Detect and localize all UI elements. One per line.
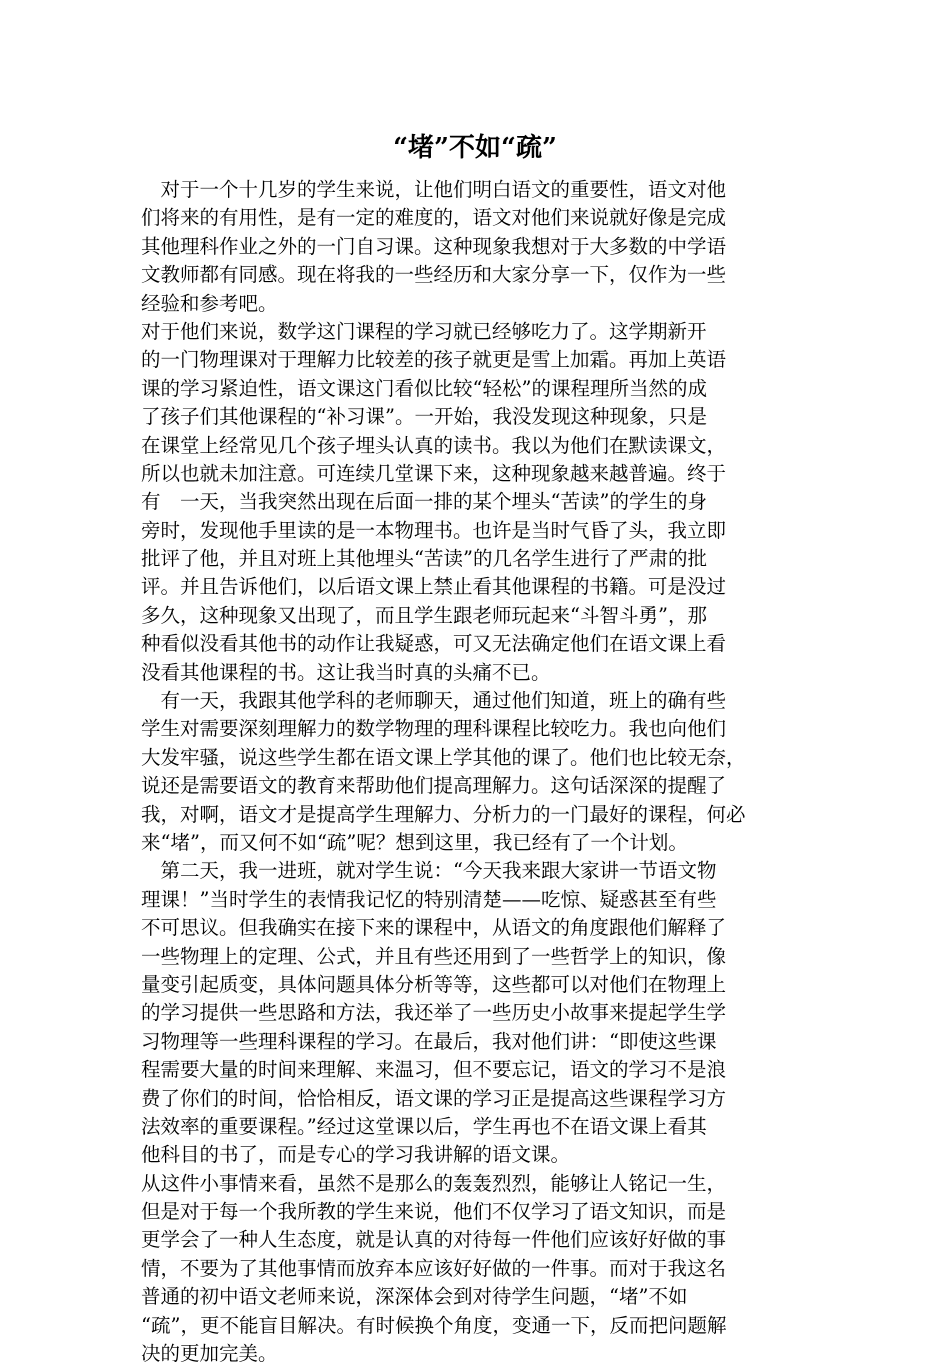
page-title: “堵”不如“疏”: [393, 133, 557, 163]
text-line: 但是对于每一个我所教的学生来说，他们不仅学习了语文知识，而是: [141, 1200, 727, 1224]
text-line: 旁时，发现他手里读的是一本物理书。也许是当时气昏了头，我立即: [141, 518, 727, 542]
text-line: 对于一个十几岁的学生来说，让他们明白语文的重要性，语文对他: [141, 178, 727, 201]
text-line: 种看似没看其他书的动作让我疑惑，可又无法确定他们在语文课上看: [141, 632, 727, 656]
text-line: 说还是需要语文的教育来帮助他们提高理解力。这句话深深的提醒了: [141, 774, 727, 798]
text-line: 来“堵”，而又何不如“疏”呢？想到这里，我已经有了一个计划。: [141, 830, 688, 854]
text-line: 们将来的有用性，是有一定的难度的，语文对他们来说就好像是完成: [141, 206, 727, 230]
text-line: 多久，这种现象又出现了，而且学生跟老师玩起来“斗智斗勇”，那: [141, 603, 707, 627]
text-line: 对于他们来说，数学这门课程的学习就已经够吃力了。这学期新开: [141, 319, 707, 343]
text-line: 在课堂上经常见几个孩子埋头认真的读书。我以为他们在默读课文，: [141, 433, 727, 457]
text-line: 不可思议。但我确实在接下来的课程中，从语文的角度跟他们解释了: [141, 916, 727, 940]
text-line: 有 一天，当我突然出现在后面一排的某个埋头“苦读”的学生的身: [141, 490, 707, 514]
text-line: 文教师都有同感。现在将我的一些经历和大家分享一下，仅作为一些: [141, 263, 727, 287]
text-line: 所以也就未加注意。可连续几堂课下来，这种现象越来越普遍。终于: [141, 461, 727, 485]
text-line: 经验和参考吧。: [141, 291, 278, 315]
text-line: 量变引起质变，具体问题具体分析等等，这些都可以对他们在物理上: [141, 972, 727, 996]
text-line: 有一天，我跟其他学科的老师聊天，通过他们知道，班上的确有些: [141, 689, 727, 713]
text-line: 大发牢骚，说这些学生都在语文课上学其他的课了。他们也比较无奈，: [141, 745, 746, 769]
text-line: 其他理科作业之外的一门自习课。这种现象我想对于大多数的中学语: [141, 234, 727, 258]
text-line: 评。并且告诉他们，以后语文课上禁止看其他课程的书籍。可是没过: [141, 575, 727, 599]
paragraph: [141, 687, 819, 857]
text-line: 一些物理上的定理、公式，并且有些还用到了一些哲学上的知识，像: [141, 944, 727, 968]
text-line: 我，对啊，语文才是提高学生理解力、分析力的一门最好的课程，何必: [141, 802, 746, 826]
text-line: 了孩子们其他课程的“补习课”。一开始，我没发现这种现象，只是: [141, 405, 707, 429]
text-line: 第二天，我一进班，就对学生说：“今天我来跟大家讲一节语文物: [141, 859, 717, 883]
text-line: 从这件小事情来看，虽然不是那么的轰轰烈烈，能够让人铭记一生，: [141, 1171, 727, 1195]
text-line: 课的学习紧迫性，语文课这门看似比较“轻松”的课程理所当然的成: [141, 376, 707, 400]
text-line: 情，不要为了其他事情而放弃本应该好好做的一件事。而对于我这名: [141, 1256, 727, 1280]
paragraph: [141, 318, 819, 687]
text-line: 习物理等一些理科课程的学习。在最后，我对他们讲：“即使这些课: [141, 1029, 717, 1053]
text-line: 更学会了一种人生态度，就是认真的对待每一件他们应该好好做的事: [141, 1228, 727, 1252]
text-line: 普通的初中语文老师来说，深深体会到对待学生问题，“堵”不如: [141, 1285, 688, 1309]
text-line: 的一门物理课对于理解力比较差的孩子就更是雪上加霜。再加上英语: [141, 348, 727, 372]
paragraph: [141, 1170, 819, 1368]
text-line: 学生对需要深刻理解力的数学物理的理科课程比较吃力。我也向他们: [141, 717, 727, 741]
text-line: 费了你们的时间，恰恰相反，语文课的学习正是提高这些课程学习方: [141, 1086, 727, 1110]
text-line: 程需要大量的时间来理解、来温习，但不要忘记，语文的学习不是浪: [141, 1058, 727, 1082]
text-line: 的学习提供一些思路和方法，我还举了一些历史小故事来提起学生学: [141, 1001, 727, 1025]
text-line: “疏”，更不能盲目解决。有时候换个角度，变通一下，反而把问题解: [141, 1313, 727, 1337]
text-line: 他科目的书了，而是专心的学习我讲解的语文课。: [141, 1143, 571, 1167]
text-line: 批评了他，并且对班上其他埋头“苦读”的几名学生进行了严肃的批: [141, 547, 707, 571]
article-body: [141, 176, 819, 1368]
text-line: 法效率的重要课程。”经过这堂课以后，学生再也不在语文课上看其: [141, 1114, 707, 1138]
text-line: 没看其他课程的书。这让我当时真的头痛不已。: [141, 660, 551, 684]
paragraph: [141, 857, 819, 1169]
paragraph: [141, 176, 819, 318]
text-line: 决的更加完美。: [141, 1342, 278, 1366]
text-line: 理课！”当时学生的表情我记忆的特别清楚——吃惊、疑惑甚至有些: [141, 887, 717, 911]
